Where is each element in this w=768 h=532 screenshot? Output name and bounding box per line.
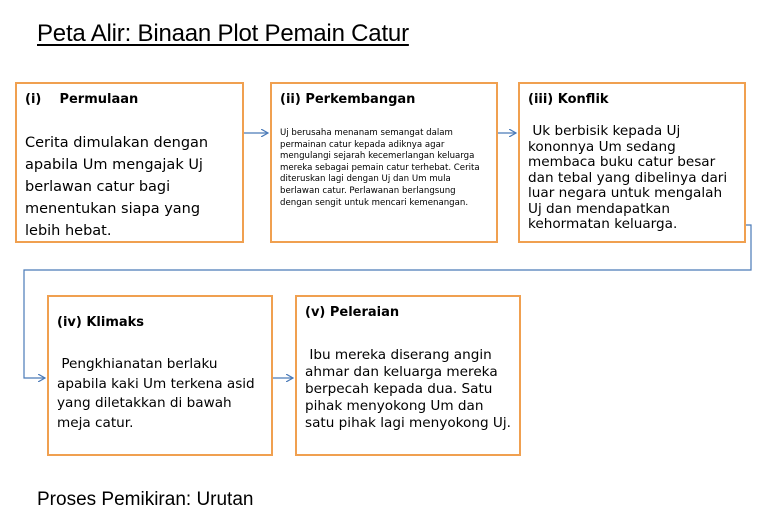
footer-text: Proses Pemikiran: Urutan: [37, 489, 254, 510]
box-heading: (v) Peleraian: [305, 305, 400, 320]
box-peleraian: [295, 295, 521, 456]
box-body: Uk berbisik kepada Uj kononnya Um sedang membaca buku catur besar dan tebal yang dibelinya dari luar negara untuk mengalah Uj dan mendapatkan kehormatan keluarga.: [528, 123, 732, 232]
box-heading: (ii) Perkembangan: [280, 92, 416, 107]
box-heading: (iv) Klimaks: [57, 315, 145, 330]
box-permulaan: [15, 82, 244, 243]
box-body: Uj berusaha menanam semangat dalam permainan catur kepada adiknya agar mengulangi sejarah kecemerlangan keluarga mereka sebagai pemain catur terhebat. Cerita diteruskan lagi dengan Uj dan Um mula berlawan catur. Perlawanan berlangsung dengan sengit untuk mencari kemenangan.: [280, 128, 480, 208]
box-body: Cerita dimulakan dengan apabila Um mengajak Uj berlawan catur bagi menentukan siapa yang lebih hebat.: [25, 135, 209, 239]
box-body: Ibu mereka diserang angin ahmar dan keluarga mereka berpecah kepada dua. Satu pihak menyokong Um dan satu pihak lagi menyokong Uj.: [305, 347, 511, 431]
box-heading: (iii) Konflik: [528, 92, 609, 107]
box-heading: (i) Permulaan: [25, 92, 139, 107]
box-body: Pengkhianatan berlaku apabila kaki Um terkena asid yang diletakkan di bawah meja catur.: [57, 356, 260, 431]
page-title: Peta Alir: Binaan Plot Pemain Catur: [37, 20, 409, 47]
box-konflik: [518, 82, 746, 243]
box-perkembangan: [270, 82, 498, 243]
box-klimaks: [47, 295, 273, 456]
